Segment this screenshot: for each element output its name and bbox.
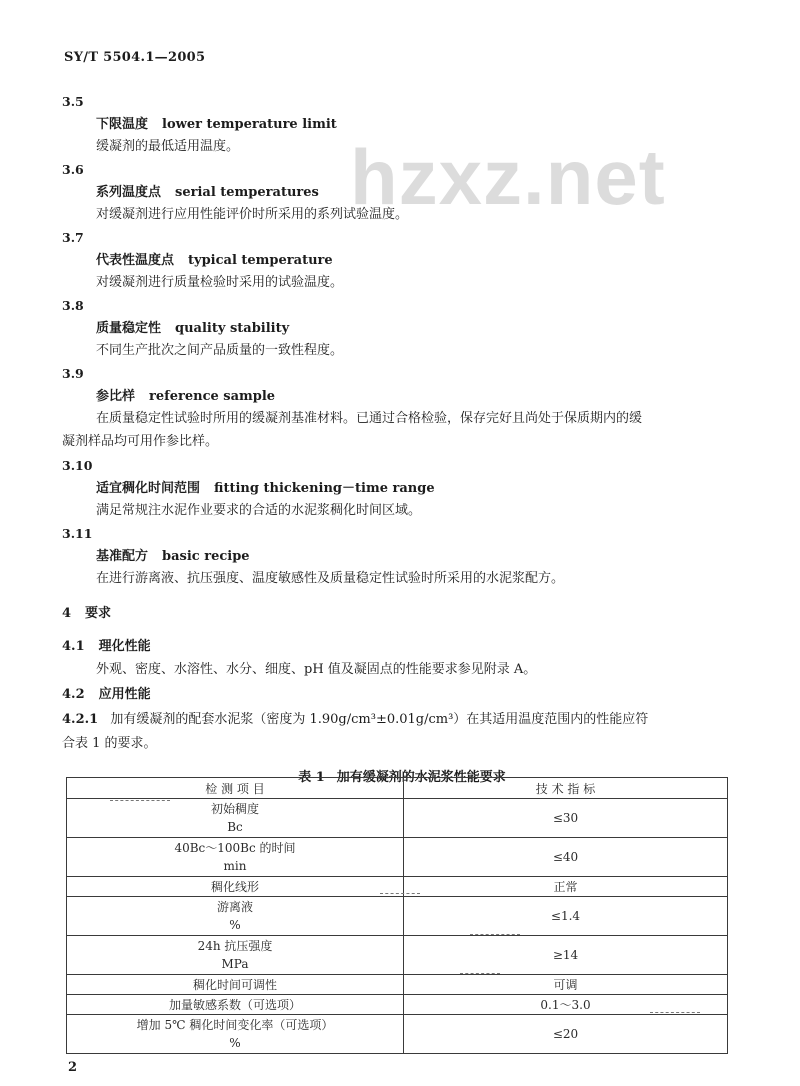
term-en: serial temperatures: [175, 185, 319, 200]
term-3-8: [62, 296, 742, 362]
term-number: 3.10: [62, 458, 93, 473]
term-3-5: [62, 92, 742, 158]
term-en: quality stability: [175, 321, 290, 336]
term-en: typical temperature: [188, 253, 333, 268]
requirements-table: [66, 777, 728, 1054]
table-row: 增加 5℃ 稠化时间变化率（可选项） % ≤20: [67, 1015, 728, 1054]
term-number: 3.8: [62, 298, 84, 313]
scan-artifact: [650, 1012, 700, 1013]
term-definition: 缓凝剂的最低适用温度。: [96, 139, 240, 154]
term-number: 3.9: [62, 366, 84, 381]
table-caption: 表 1 加有缓凝剂的水泥浆性能要求: [298, 770, 506, 785]
watermark: hzxz.net: [350, 133, 666, 221]
term-zh: 参比样: [96, 389, 136, 404]
scan-artifact: [380, 893, 420, 894]
term-en: fitting thickening－time range: [214, 481, 435, 496]
table-row: 稠化时间可调性 可调: [67, 975, 728, 995]
term-zh: 代表性温度点: [96, 253, 175, 268]
term-3-11: [62, 524, 742, 590]
term-zh: 适宜稠化时间范围: [96, 481, 201, 496]
term-zh: 系列温度点: [96, 185, 162, 200]
scan-artifact: [470, 934, 520, 935]
term-definition-continued: 凝剂样品均可用作参比样。: [62, 434, 219, 449]
term-3-10: [62, 456, 742, 522]
page-number: 2: [68, 1060, 78, 1075]
table-row: 稠化线形 正常: [67, 877, 728, 897]
section-4-1-heading: 4.1 理化性能: [62, 639, 151, 654]
standard-code: SY/T 5504.1—2005: [64, 50, 206, 65]
term-zh: 下限温度: [96, 117, 149, 132]
term-en: lower temperature limit: [162, 117, 337, 132]
paragraph-line-1: 加有缓凝剂的配套水泥浆（密度为 1.90g/cm³±0.01g/cm³）在其适用温度范围内的性能应符: [110, 712, 649, 727]
section-4-2-heading: 4.2 应用性能: [62, 687, 151, 702]
term-definition: 对缓凝剂进行质量检验时采用的试验温度。: [96, 275, 344, 290]
term-definition: 在质量稳定性试验时所用的缓凝剂基准材料。已通过合格检验，保存完好且尚处于保质期内的缓: [96, 411, 643, 426]
term-number: 3.7: [62, 230, 84, 245]
term-number: 3.5: [62, 94, 84, 109]
term-number: 3.6: [62, 162, 84, 177]
term-3-7: [62, 228, 742, 294]
term-zh: 基准配方: [96, 549, 149, 564]
section-4-1-text: 外观、密度、水溶性、水分、细度、pH 值及凝固点的性能要求参见附录 A。: [96, 662, 537, 677]
term-en: reference sample: [149, 389, 276, 404]
term-3-6: [62, 160, 742, 226]
table-row: 游离液 % ≤1.4: [67, 897, 728, 936]
table-row: 40Bc～100Bc 的时间 min ≤40: [67, 838, 728, 877]
term-definition: 在进行游离液、抗压强度、温度敏感性及质量稳定性试验时所采用的水泥浆配方。: [96, 571, 565, 586]
table-row: 初始稠度 Bc ≤30: [67, 799, 728, 838]
table-header-row: [67, 778, 728, 799]
paragraph-4-2-1: [62, 708, 742, 732]
term-number: 3.11: [62, 526, 93, 541]
table-row: 24h 抗压强度 MPa ≥14: [67, 936, 728, 975]
term-definition: 满足常规注水泥作业要求的合适的水泥浆稠化时间区域。: [96, 503, 422, 518]
term-zh: 质量稳定性: [96, 321, 162, 336]
document-body: [62, 92, 742, 790]
term-definition: 对缓凝剂进行应用性能评价时所采用的系列试验温度。: [96, 207, 409, 222]
header-value: 技 术 指 标: [404, 778, 728, 799]
header-item: 检 测 项 目: [67, 778, 404, 799]
scan-artifact: [460, 973, 500, 974]
section-4-heading: 4 要求: [62, 606, 112, 621]
term-definition: 不同生产批次之间产品质量的一致性程度。: [96, 343, 344, 358]
term-en: basic recipe: [162, 549, 250, 564]
table-row: 加量敏感系数（可选项） 0.1～3.0: [67, 995, 728, 1015]
paragraph-line-2: 合表 1 的要求。: [62, 736, 157, 751]
term-3-9: [62, 364, 742, 454]
paragraph-number: 4.2.1: [62, 712, 99, 727]
scan-artifact: [110, 800, 170, 801]
